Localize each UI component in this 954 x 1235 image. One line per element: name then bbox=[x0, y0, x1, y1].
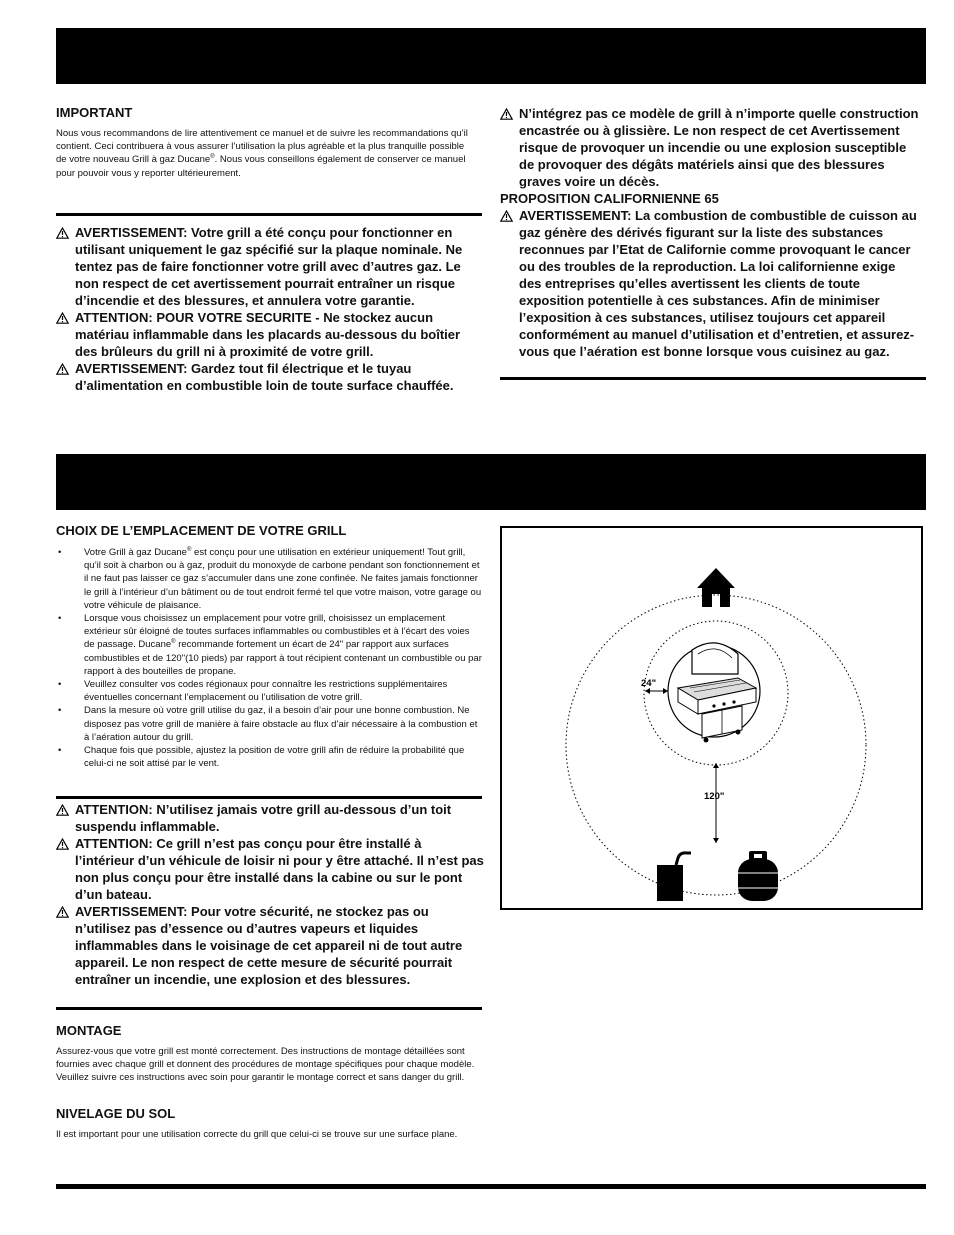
warning-triangle-icon bbox=[56, 906, 69, 918]
warning-gasoline: AVERTISSEMENT: Pour votre sécurité, ne stockez pas ou n’utilisez pas d’essence ou d’autres vapeurs et liquides inflammables dans le voisinage de cet appareil ni de tout autre appareil. Le non respect de cette mesure de sécurité pourrait entraîner un incendie, une explosion et des blessures. bbox=[56, 903, 484, 988]
montage-heading: MONTAGE bbox=[56, 1023, 122, 1038]
warning-prop65: AVERTISSEMENT: La combustion de combustible de cuisson au gaz génère des dérivés figurant sur la liste des substances reconnues par l’Etat de Californie comme provoquant le cancer ou des troubles de la reproduction. La loi californienne exige des entreprises qu’elles avertissent les clients de toute exposition potentielle à ces substances. Afin de minimiser l’exposition à ces substances, utilisez toujours cet appareil conformément au manuel d’utilisation et d’entretien, et assurez-vous que l’aération est bonne lorsque vous cuisinez au gaz. bbox=[500, 207, 920, 360]
warning-built-in: N’intégrez pas ce modèle de grill à n’importe quelle construction encastrée ou à glissière. Le non respect de cet Avertissement risque de provoquer un incendie ou une explosion susceptible de provoquer des dégâts matériels ainsi que des blessures graves voire un décès. bbox=[500, 105, 920, 190]
warning-triangle-icon bbox=[500, 210, 513, 222]
warning-triangle-icon bbox=[56, 804, 69, 816]
warning-flammable-storage: ATTENTION: POUR VOTRE SECURITE - Ne stockez aucun matériau inflammable dans les placards au-dessous du boîtier des brûleurs du grill ni à proximité de votre grill. bbox=[56, 309, 481, 360]
warning-gas-type: AVERTISSEMENT: Votre grill a été conçu pour fonctionner en utilisant uniquement le gaz spécifié sur la plaque nominale. Ne tentez pas de faire fonctionner votre grill avec d’autres gaz. Le non respect de cet avertissement pourrait entraîner un risque d’incendie et des blessures, et annulera votre garantie. bbox=[56, 224, 481, 309]
warning-triangle-icon bbox=[500, 108, 513, 120]
right-warnings bbox=[500, 105, 920, 360]
nivelage-heading: NIVELAGE DU SOL bbox=[56, 1106, 176, 1121]
divider bbox=[56, 1007, 482, 1010]
warning-triangle-icon bbox=[56, 312, 69, 324]
divider bbox=[500, 377, 926, 380]
outer-clearance-circle bbox=[566, 595, 866, 895]
label-120: 120" bbox=[704, 791, 725, 802]
list-item: • Lorsque vous choisissez un emplacement pour votre grill, choisissez un emplacement extérieur sûr éloigné de toutes surfaces inflammables ou combustibles et à l’écart des voies de passage. Ducane® recommande fortement un écart de 24" par rapport aux surfaces combustibles et de 120"(10 pieds) par rapport à tout récipient contenant un combustible ou par rapport à des bouteilles de propane. bbox=[56, 612, 482, 678]
dimension-120 bbox=[704, 763, 724, 843]
propane-tank-icon bbox=[738, 851, 778, 901]
section-header-bar bbox=[56, 454, 926, 510]
grill-icon bbox=[668, 643, 760, 743]
warning-triangle-icon bbox=[56, 227, 69, 239]
label-24: 24" bbox=[641, 678, 657, 689]
footer-rule bbox=[56, 1184, 926, 1189]
list-item: • Chaque fois que possible, ajustez la position de votre grill afin de réduire la probabilité que celui-ci ne soit attisé par le vent. bbox=[56, 744, 482, 770]
location-bullet-list bbox=[56, 546, 482, 770]
warning-triangle-icon bbox=[56, 838, 69, 850]
clearance-diagram bbox=[500, 526, 923, 910]
location-heading: CHOIX DE L’EMPLACEMENT DE VOTRE GRILL bbox=[56, 523, 347, 538]
gas-can-icon bbox=[657, 853, 691, 901]
divider bbox=[56, 213, 482, 216]
prop65-heading: PROPOSITION CALIFORNIENNE 65 bbox=[500, 191, 719, 206]
montage-section bbox=[56, 1023, 486, 1085]
important-heading: IMPORTANT bbox=[56, 105, 133, 120]
left-warnings bbox=[56, 224, 481, 394]
house-icon bbox=[697, 568, 735, 607]
divider bbox=[56, 796, 482, 799]
section-header-bar bbox=[56, 28, 926, 84]
lower-warnings bbox=[56, 801, 484, 988]
nivelage-section bbox=[56, 1106, 482, 1141]
list-item: • Veuillez consulter vos codes régionaux pour connaître les restrictions supplémentaires éventuelles concernant l’emplacement ou l’utilisation de votre grill. bbox=[56, 678, 482, 704]
location-section bbox=[56, 523, 482, 770]
warning-electrical-cord: AVERTISSEMENT: Gardez tout fil électrique et le tuyau d’alimentation en combustible loin de toute surface chauffée. bbox=[56, 360, 481, 394]
warning-triangle-icon bbox=[56, 363, 69, 375]
nivelage-text: Il est important pour une utilisation correcte du grill que celui-ci se trouve sur une surface plane. bbox=[56, 1129, 458, 1140]
warning-roof: ATTENTION: N’utilisez jamais votre grill au-dessous d’un toit suspendu inflammable. bbox=[56, 801, 484, 835]
important-section bbox=[56, 105, 476, 180]
montage-text: Assurez-vous que votre grill est monté correctement. Des instructions de montage détaillées sont fournies avec chaque grill et donnent des procédures de montage spécifiques pour chaque modèle. Veuillez suivre ces instructions avec soin pour garantir le montage correct et sans danger du grill. bbox=[56, 1046, 475, 1084]
list-item: • Dans la mesure où votre grill utilise du gaz, il a besoin d’air pour une bonne combustion. Ne disposez pas votre grill de manière à faire obstacle au flux d’air nécessaire à la combustion et à l’aération autour du grill. bbox=[56, 704, 482, 744]
warning-vehicle: ATTENTION: Ce grill n’est pas conçu pour être installé à l’intérieur d’un véhicule de loisir ni pour y être attaché. Il n’est pas non plus conçu pour être installé dans la cabine ou sur le pont d’un bateau. bbox=[56, 835, 484, 903]
dimension-24 bbox=[641, 678, 668, 694]
important-text: Nous vous recommandons de lire attentivement ce manuel et de suivre les recommandations qu’il contient. Ceci contribuera à vous assurer l’utilisation la plus agréable et la plus tranquille possible de votre nouveau Grill à gaz Ducane®. Nous vous conseillons également de conserver ce manuel pour pouvoir vous y reporter ultérieurement. bbox=[56, 128, 468, 179]
list-item: • Votre Grill à gaz Ducane® est conçu pour une utilisation en extérieur uniquement! Tout grill, qu’il soit à charbon ou à gaz, produit du monoxyde de carbone pendant son fonctionnement et il ne faut pas laisser ce gaz s’accumuler dans une zone confinée. Ne faites jamais fonctionner le grill à l’intérieur d’un bâtiment ou de tout endroit fermé tel que votre maison, votre garage ou votre véhicule de plaisance. bbox=[56, 546, 482, 612]
